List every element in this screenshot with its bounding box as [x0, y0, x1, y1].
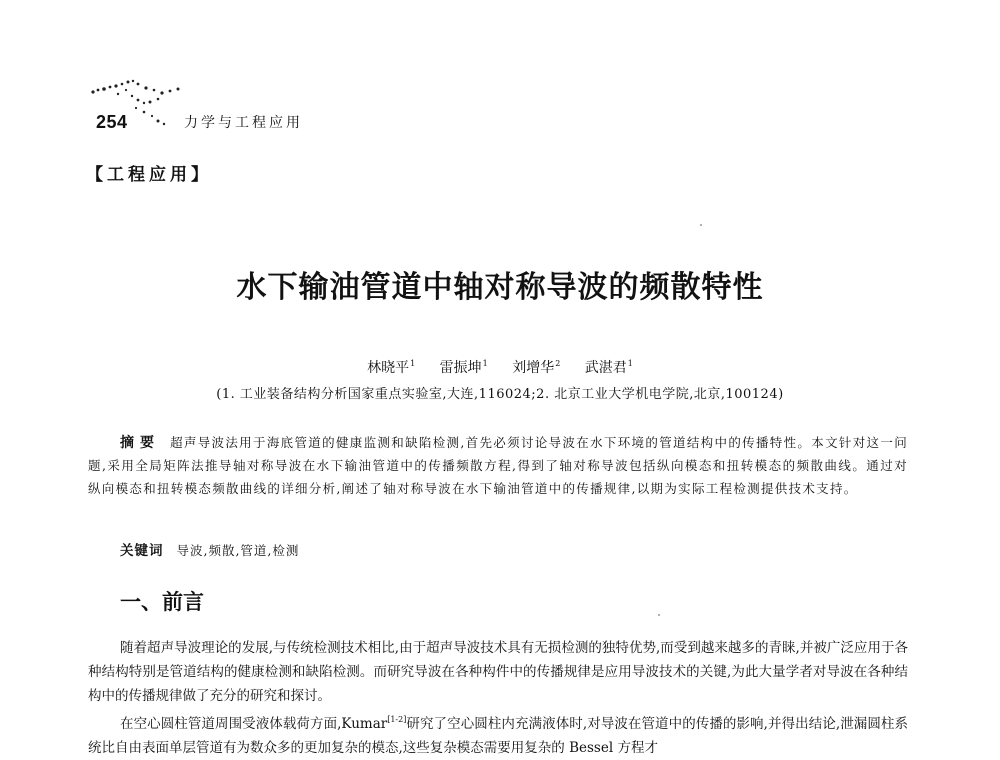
scan-speck [700, 224, 702, 226]
author [585, 360, 633, 376]
running-head [88, 78, 328, 138]
section-heading: 一、前言 [120, 591, 204, 614]
author-affiliation-mark: 1 [410, 359, 416, 368]
keywords-text: 导波,频散,管道,检测 [176, 543, 300, 558]
body-text [88, 636, 908, 760]
author [367, 360, 415, 376]
author [512, 360, 560, 376]
keywords-label: 关键词 [120, 543, 164, 558]
author [440, 360, 488, 376]
abstract [88, 431, 908, 500]
author-name: 刘增华 [512, 360, 555, 376]
author-name: 武湛君 [584, 360, 627, 376]
paragraph-text: 研究了空心圆柱内充满液体时,对导波在管道中的传播的影响,并得出结论,泄漏圆柱系统比自由表面单层管道有为数众多的更加复杂的模态,这些复杂模态需要用复杂的 Bessel 方程才 [88, 716, 908, 756]
article-title: 水下输油管道中轴对称导波的频散特性 [236, 270, 764, 305]
author-name: 雷振坤 [439, 360, 482, 376]
paragraph: 随着超声导波理论的发展,与传统检测技术相比,由于超声导波技术具有无损检测的独特优势,而受到越来越多的青睐,并被广泛应用于各种结构特别是管道结构的健康检测和缺陷检测。而研究导波在各种构件中的传播规律是应用导波技术的关键,为此大量学者对导波在各种结构中的传播规律做了充分的研究和探讨。 [88, 640, 908, 704]
citation: [1-2] [387, 715, 407, 724]
author-list [0, 357, 1000, 377]
paragraph [88, 708, 908, 760]
scan-speck [658, 614, 660, 616]
author-affiliation-mark: 2 [555, 359, 561, 368]
journal-name: 力学与工程应用 [184, 115, 303, 131]
abstract-label: 摘要 [120, 434, 161, 450]
paragraph-text: 在空心圆柱管道周围受液体载荷方面,Kumar [120, 716, 388, 732]
author-affiliation-mark: 1 [627, 359, 633, 368]
page-number: 254 [96, 112, 128, 132]
author-affiliation-mark: 1 [482, 359, 488, 368]
section-tag: 【工程应用】 [86, 165, 212, 185]
author-name: 林晓平 [367, 360, 410, 376]
affiliation: (1. 工业装备结构分析国家重点实验室,大连,116024;2. 北京工业大学机电学院,北京,100124) [216, 387, 784, 402]
abstract-text: 超声导波法用于海底管道的健康监测和缺陷检测,首先必须讨论导波在水下环境的管道结构中的传播特性。本文针对这一问题,采用全局矩阵法推导轴对称导波在水下输油管道中的传播频散方程,得到了轴对称导波包括纵向模态和扭转模态的频散曲线。通过对纵向模态和扭转模态频散曲线的详细分析,阐述了轴对称导波在水下输油管道中的传播规律,以期为实际工程检测提供技术支持。 [88, 435, 909, 496]
keywords [120, 539, 299, 559]
